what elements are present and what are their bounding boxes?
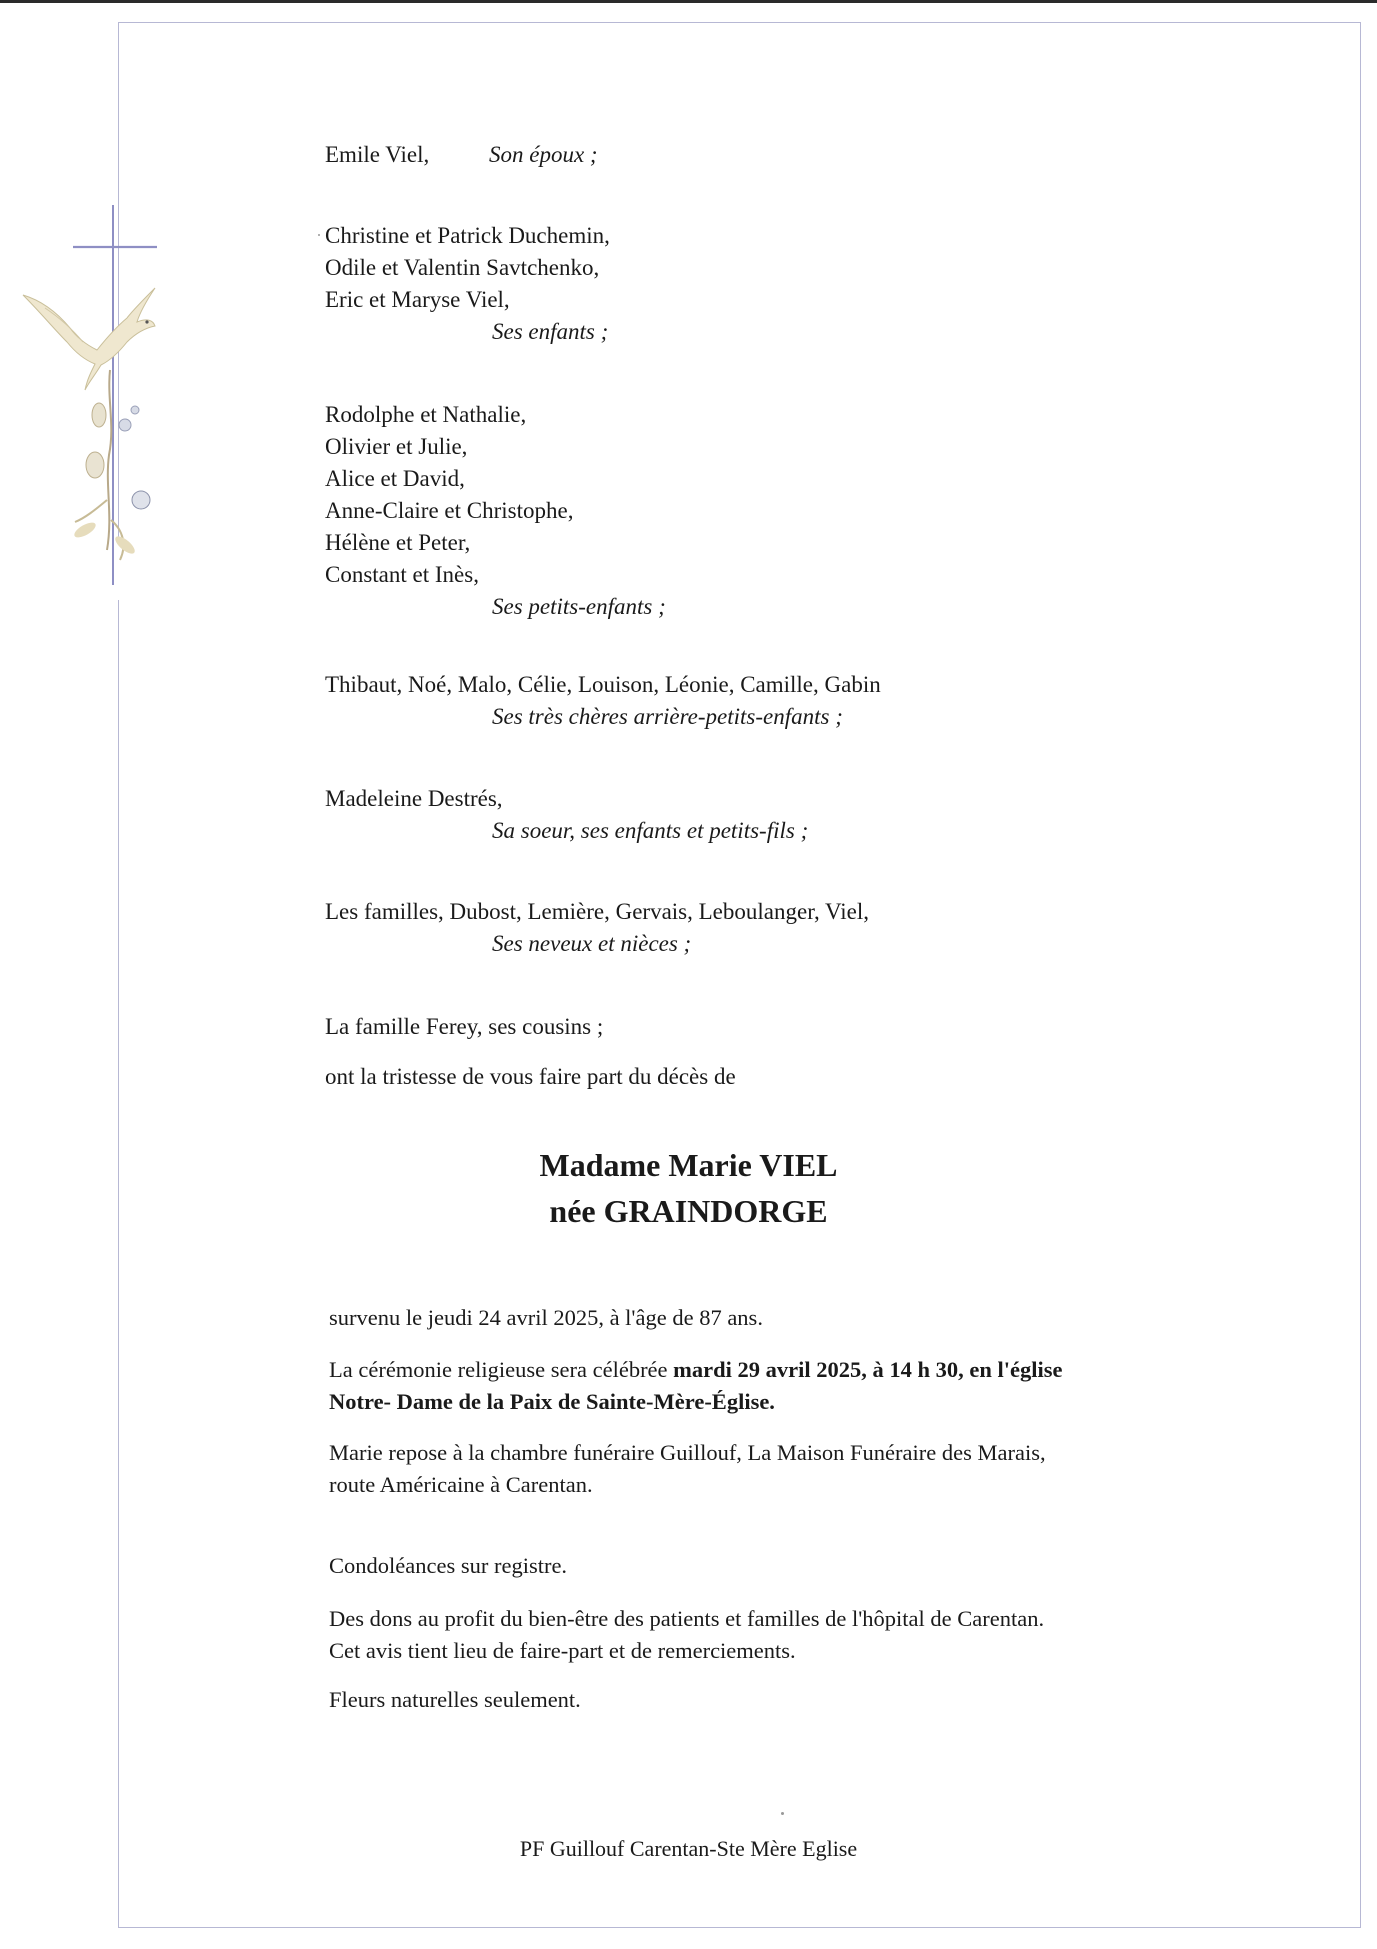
death-date: survenu le jeudi 24 avril 2025, à l'âge de 87 ans. — [329, 1305, 763, 1330]
grandchild-line: Constant et Inès, — [325, 562, 479, 587]
ferey-line: La famille Ferey, ses cousins ; — [325, 1014, 604, 1039]
grandchildren-role: Ses petits-enfants ; — [492, 594, 666, 619]
sister-role: Sa soeur, ses enfants et petits-fils ; — [492, 818, 809, 843]
deceased-name: Madame Marie VIEL — [539, 1147, 838, 1183]
grandchild-line: Hélène et Peter, — [325, 530, 471, 555]
grandchild-line: Rodolphe et Nathalie, — [325, 402, 527, 427]
grandchild-line: Olivier et Julie, — [325, 434, 468, 459]
families-role: Ses neveux et nièces ; — [492, 931, 692, 956]
cross-dove-flower-icon — [15, 200, 205, 590]
scan-speck — [318, 234, 320, 236]
ceremony-datetime: mardi 29 avril 2025, à 14 h 30, en l'église — [673, 1357, 1063, 1382]
donations-line-1: Des dons au profit du bien-être des patients et familles de l'hôpital de Carentan. — [329, 1606, 1045, 1631]
announcement-line: ont la tristesse de vous faire part du décès de — [325, 1064, 736, 1089]
rest-line-2: route Américaine à Carentan. — [329, 1472, 593, 1497]
ceremony-line-1 — [329, 1354, 1063, 1386]
funeral-home-footer: PF Guillouf Carentan-Ste Mère Eglise — [519, 1836, 858, 1861]
ceremony-church: Notre- Dame de la Paix de Sainte-Mère-Église. — [329, 1389, 775, 1414]
child-line: Christine et Patrick Duchemin, — [325, 223, 610, 248]
scan-speck — [781, 1812, 784, 1815]
great-grandchildren-role: Ses très chères arrière-petits-enfants ; — [492, 704, 843, 729]
child-line: Odile et Valentin Savtchenko, — [325, 255, 600, 280]
donations-line-2: Cet avis tient lieu de faire-part et de remerciements. — [329, 1638, 796, 1663]
grandchild-line: Alice et David, — [325, 466, 465, 491]
condolences-line: Condoléances sur registre. — [329, 1553, 568, 1578]
spouse-role: Son époux ; — [489, 142, 598, 167]
sister-name: Madeleine Destrés, — [325, 786, 503, 811]
ceremony-line-2 — [329, 1386, 775, 1418]
rest-line-1: Marie repose à la chambre funéraire Guillouf, La Maison Funéraire des Marais, — [329, 1440, 1046, 1465]
spouse-name: Emile Viel, — [325, 142, 430, 167]
flowers-line: Fleurs naturelles seulement. — [329, 1687, 581, 1712]
families-line: Les familles, Dubost, Lemière, Gervais, Leboulanger, Viel, — [325, 899, 869, 924]
child-line: Eric et Maryse Viel, — [325, 287, 510, 312]
deceased-maiden-name: née GRAINDORGE — [549, 1193, 828, 1229]
ceremony-prefix: La cérémonie religieuse sera célébrée — [329, 1357, 674, 1382]
children-role: Ses enfants ; — [492, 319, 609, 344]
grandchild-line: Anne-Claire et Christophe, — [325, 498, 574, 523]
great-grandchildren: Thibaut, Noé, Malo, Célie, Louison, Léonie, Camille, Gabin — [325, 672, 881, 697]
top-scan-edge — [0, 0, 1377, 3]
